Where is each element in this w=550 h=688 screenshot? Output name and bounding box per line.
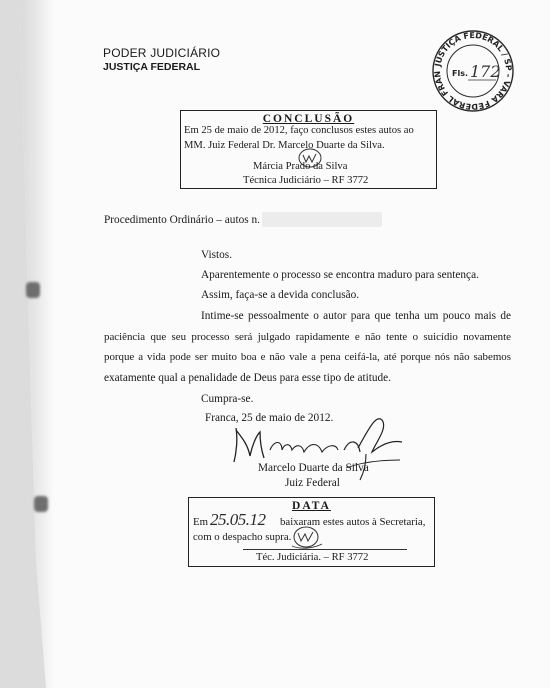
header-division: JUSTIÇA FEDERAL xyxy=(103,61,201,73)
body-vistos: Vistos. xyxy=(201,249,233,261)
body-cumpra-se: Cumpra-se. xyxy=(201,393,254,405)
data-line1-suffix: baixaram estes autos à Secretaria, xyxy=(280,516,426,528)
conclusao-signer-role: Técnica Judiciário – RF 3772 xyxy=(243,175,369,186)
body-paragraph-2: Aparentemente o processo se encontra maduro para sentença. xyxy=(201,269,479,281)
data-line2: com o despacho supra. xyxy=(193,531,292,543)
data-prefix: Em xyxy=(193,516,208,528)
data-signer-role: Téc. Judiciária. – RF 3772 xyxy=(256,552,369,563)
stamp-folio-label: Fls. xyxy=(452,69,469,78)
body-paragraph-3: Assim, faça-se a devida conclusão. xyxy=(201,289,360,301)
initials-signature-data xyxy=(290,522,324,552)
data-title: DATA xyxy=(292,500,331,512)
judge-name: Marcelo Duarte da Silva xyxy=(258,462,369,474)
case-label: Procedimento Ordinário – autos n. xyxy=(104,214,260,226)
body-paragraph-4-line3: porque a vida pode ser muito boa e não vale a pena ceifá-la, até porque nós não sabemos xyxy=(104,351,511,363)
conclusao-line1: Em 25 de maio de 2012, faço conclusos estes autos ao xyxy=(184,125,414,136)
conclusao-signer-name: Márcia Prado da Silva xyxy=(253,161,348,172)
stamp-folio-number: 172 xyxy=(470,62,501,81)
judge-title: Juiz Federal xyxy=(285,477,340,489)
body-paragraph-4-line4: exatamente qual a penalidade de Deus para esse tipo de atitude. xyxy=(104,372,392,384)
conclusao-title: CONCLUSÃO xyxy=(262,113,355,125)
body-paragraph-4-line2: paciência que seu processo será julgado rapidamente e não tente o suicídio novamente xyxy=(104,331,511,343)
header-organization: PODER JUDICIÁRIO xyxy=(103,46,221,60)
data-signature-line xyxy=(243,549,407,550)
data-handwritten-date: 25.05.12 xyxy=(210,510,266,529)
stamp-ring-text: JUSTIÇA FEDERAL / SP - VARA FEDERAL FRAN xyxy=(432,30,514,112)
punch-hole-bottom xyxy=(34,496,48,512)
page-edge-shadow xyxy=(6,0,54,688)
body-paragraph-4-line1: Intime-se pessoalmente o autor para que tenha um pouco mais de xyxy=(201,310,511,322)
court-stamp xyxy=(430,28,516,114)
punch-hole-top xyxy=(26,282,40,298)
body-date-line: Franca, 25 de maio de 2012. xyxy=(205,412,334,424)
conclusao-line2: MM. Juiz Federal Dr. Marcelo Duarte da Silva. xyxy=(184,140,385,151)
redacted-case-number xyxy=(262,212,382,227)
